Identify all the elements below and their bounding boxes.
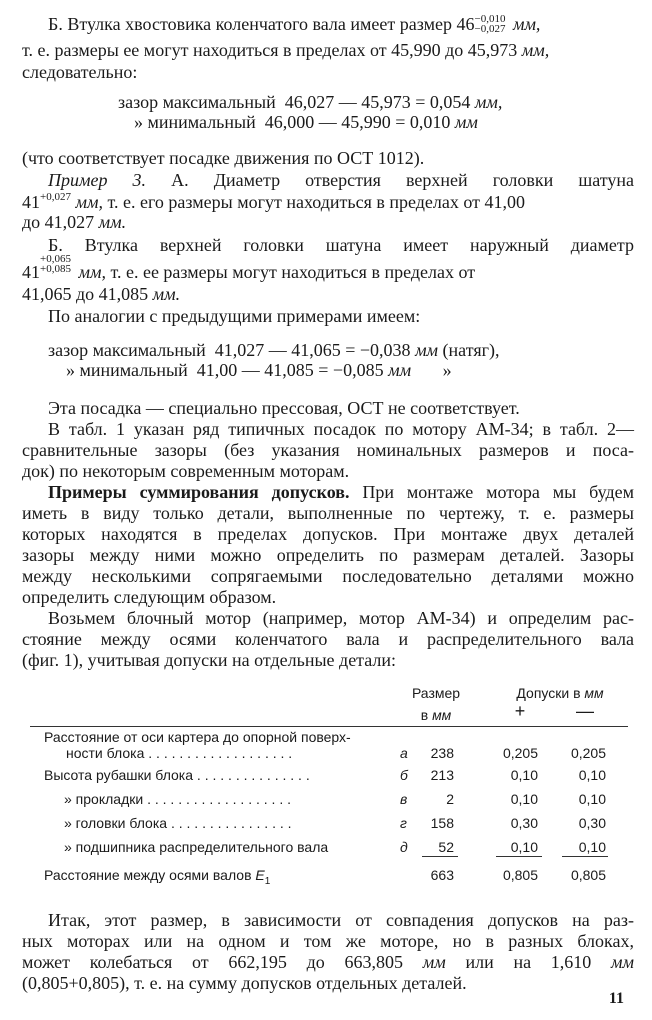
text-line: В табл. 1 указан ряд типичных посадок по мотору АМ-34; в табл. 2— bbox=[48, 419, 634, 439]
text-span: Б. Втулка хвостовика коленчатого вала имеет размер 46 bbox=[48, 14, 475, 34]
text-line: док) по некоторым современным моторам. bbox=[22, 461, 350, 481]
text-line bbox=[48, 14, 634, 34]
header-plus: + bbox=[514, 701, 526, 721]
text-line: зазоры между ними можно определить по размерам деталей. Зазоры bbox=[22, 545, 634, 565]
row-minus: 0,10 bbox=[578, 767, 606, 783]
header-size: Размер bbox=[411, 685, 461, 701]
text-line: (0,805+0,805), т. е. на сумму допусков отдельных деталей. bbox=[22, 973, 467, 993]
row-letter: б bbox=[400, 767, 408, 783]
text-line: стояние между осями коленчатого вала и распределительного вала bbox=[22, 629, 634, 649]
row-plus: 0,205 bbox=[502, 745, 538, 761]
sum-underline bbox=[562, 856, 608, 857]
row-label: Расстояние от оси картера до опорной поверх- bbox=[44, 729, 351, 745]
text-line: ных моторах или на одном и том же моторе, но в разных блоках, bbox=[22, 931, 634, 951]
row-letter: д bbox=[400, 839, 408, 855]
text-line: $41^{+0,027}$ мм, т. е. его размеры могут находиться в пределах от 41,00 bbox=[22, 191, 526, 212]
tolerance: +0,065 +0,085 bbox=[40, 253, 71, 275]
text-line: следовательно: bbox=[22, 62, 138, 82]
text-line: может колебаться от 662,195 до 663,805 мм или на 1,610 мм bbox=[22, 952, 635, 972]
sum-underline bbox=[496, 856, 542, 857]
text-line: между несколькими сопрягаемыми последовательно деталями можно bbox=[22, 566, 634, 586]
row-letter: а bbox=[400, 745, 408, 761]
text-line: Примеры суммирования допусков. При монтаже мотора мы будем bbox=[48, 482, 635, 502]
row-label: ности блока . . . . . . . . . . . . . . . . . . . bbox=[66, 745, 293, 761]
total-label: Расстояние между осями валов $E_1$ bbox=[44, 867, 271, 887]
header-size-unit: в мм bbox=[420, 707, 452, 723]
row-size: 52 bbox=[438, 839, 454, 855]
total-plus: 0,805 bbox=[502, 867, 538, 883]
text-line: до 41,027 мм. bbox=[22, 212, 127, 232]
text-line: 41,065 до 41,085 мм. bbox=[22, 284, 181, 304]
total-size: 663 bbox=[430, 867, 454, 883]
row-minus: 0,205 bbox=[570, 745, 606, 761]
table-rule bbox=[30, 726, 628, 727]
text-line: Эта посадка — специально прессовая, ОСТ не соответствует. bbox=[48, 398, 520, 418]
text-line: (фиг. 1), учитывая допуски на отдельные детали: bbox=[22, 650, 397, 670]
text-line: По аналогии с предыдущими примерами имеем: bbox=[48, 306, 421, 326]
equation-row: зазор максимальный 41,027 — 41,065 = −0,038 мм (натяг), bbox=[48, 340, 500, 360]
row-plus: 0,30 bbox=[510, 815, 538, 831]
equation-row: » минимальный 41,00 — 41,085 = −0,085 мм » bbox=[66, 360, 452, 380]
row-minus: 0,10 bbox=[578, 839, 606, 855]
text-line: которых находятся в пределах допусков. При монтаже двух деталей bbox=[22, 524, 634, 544]
row-label: » головки блока . . . . . . . . . . . . . . . . bbox=[64, 815, 292, 831]
sum-underline bbox=[422, 856, 458, 857]
total-minus: 0,805 bbox=[570, 867, 606, 883]
text-line: сравнительные зазоры (без указания номинальных размеров и поса- bbox=[22, 440, 634, 460]
text-line: Пример 3. А. Диаметр отверстия верхней головки шатуна bbox=[48, 170, 634, 190]
text-line bbox=[22, 40, 634, 60]
row-letter: в bbox=[400, 791, 408, 807]
header-minus: — bbox=[576, 701, 594, 721]
row-size: 213 bbox=[430, 767, 454, 783]
equation-row: » минимальный 46,000 — 45,990 = 0,010 мм bbox=[134, 112, 478, 132]
header-tolerance: Допуски в мм bbox=[516, 685, 604, 701]
row-letter: г bbox=[400, 815, 407, 831]
tolerance: −0,010 −0,027 bbox=[474, 13, 506, 35]
row-plus: 0,10 bbox=[510, 767, 538, 783]
text-line: Итак, этот размер, в зависимости от совпадения допусков на раз- bbox=[48, 910, 634, 930]
section-heading: Примеры суммирования допусков. bbox=[48, 482, 350, 502]
page-number: 11 bbox=[608, 990, 624, 1007]
row-label: Высота рубашки блока . . . . . . . . . . . . . . . bbox=[44, 767, 310, 783]
text-line: Б. Втулка верхней головки шатуна имеет наружный диаметр bbox=[48, 235, 634, 255]
row-label: » подшипника распределительного вала bbox=[64, 839, 329, 855]
text-line: 41 $^{+0,065 +0,085}$ мм, т. е. ее размеры могут находиться в пределах от bbox=[22, 253, 476, 282]
text-line: определить следующим образом. bbox=[22, 587, 277, 607]
row-size: 158 bbox=[430, 815, 454, 831]
unit: мм, bbox=[512, 14, 541, 34]
row-plus: 0,10 bbox=[510, 839, 538, 855]
row-label: » прокладки . . . . . . . . . . . . . . . . . . . bbox=[64, 791, 291, 807]
text-span: т. е. размеры ее могут находиться в пределах от 45,990 до 45,973 bbox=[22, 40, 518, 60]
unit: мм, bbox=[521, 40, 550, 60]
row-size: 238 bbox=[430, 745, 454, 761]
row-plus: 0,10 bbox=[510, 791, 538, 807]
row-minus: 0,10 bbox=[578, 791, 606, 807]
equation-row: зазор максимальный 46,027 — 45,973 = 0,054 мм, bbox=[118, 92, 503, 112]
text-line: (что соответствует посадке движения по ОСТ 1012). bbox=[22, 148, 425, 168]
text-line: иметь в виду только детали, выполненные по чертежу, т. е. размеры bbox=[22, 503, 634, 523]
tolerance: +0,027 bbox=[40, 191, 71, 203]
row-minus: 0,30 bbox=[578, 815, 606, 831]
row-size: 2 bbox=[446, 791, 454, 807]
text-line: Возьмем блочный мотор (например, мотор АМ-34) и определим рас- bbox=[48, 608, 634, 628]
example-label: Пример 3. bbox=[48, 170, 147, 190]
